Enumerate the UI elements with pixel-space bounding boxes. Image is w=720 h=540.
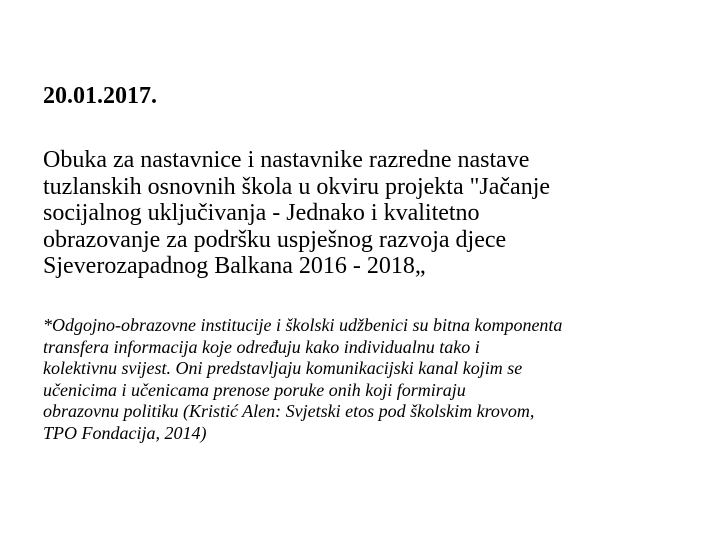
note-line: transfera informacija koje određuju kako individualnu tako i	[43, 336, 480, 357]
note-line: kolektivnu svijest. Oni predstavljaju komunikacijski kanal kojim se	[43, 358, 523, 378]
date-heading: 20.01.2017.	[43, 83, 157, 109]
description-line: socijalnog uključivanja - Jednako i kvalitetno	[43, 200, 480, 226]
training-description	[43, 147, 720, 280]
description-line: Obuka za nastavnice i nastavnike razredne nastave	[43, 147, 530, 173]
description-line: Sjeverozapadnog Balkana 2016 - 2018„	[43, 253, 426, 279]
note-line: obrazovnu politiku (Kristić Alen: Svjetski etos pod školskim krovom,	[43, 401, 535, 421]
description-line: tuzlanskih osnovnih škola u okviru projekta "Jačanje	[43, 173, 551, 200]
quote-note	[43, 315, 720, 444]
note-line: TPO Fondacija, 2014)	[43, 422, 207, 443]
note-line: *Odgojno-obrazovne institucije i školski udžbenici su bitna komponenta	[43, 315, 563, 335]
description-line: obrazovanje za podršku uspješnog razvoja djece	[43, 226, 507, 253]
note-line: učenicima i učenicama prenose poruke onih koji formiraju	[43, 379, 466, 400]
